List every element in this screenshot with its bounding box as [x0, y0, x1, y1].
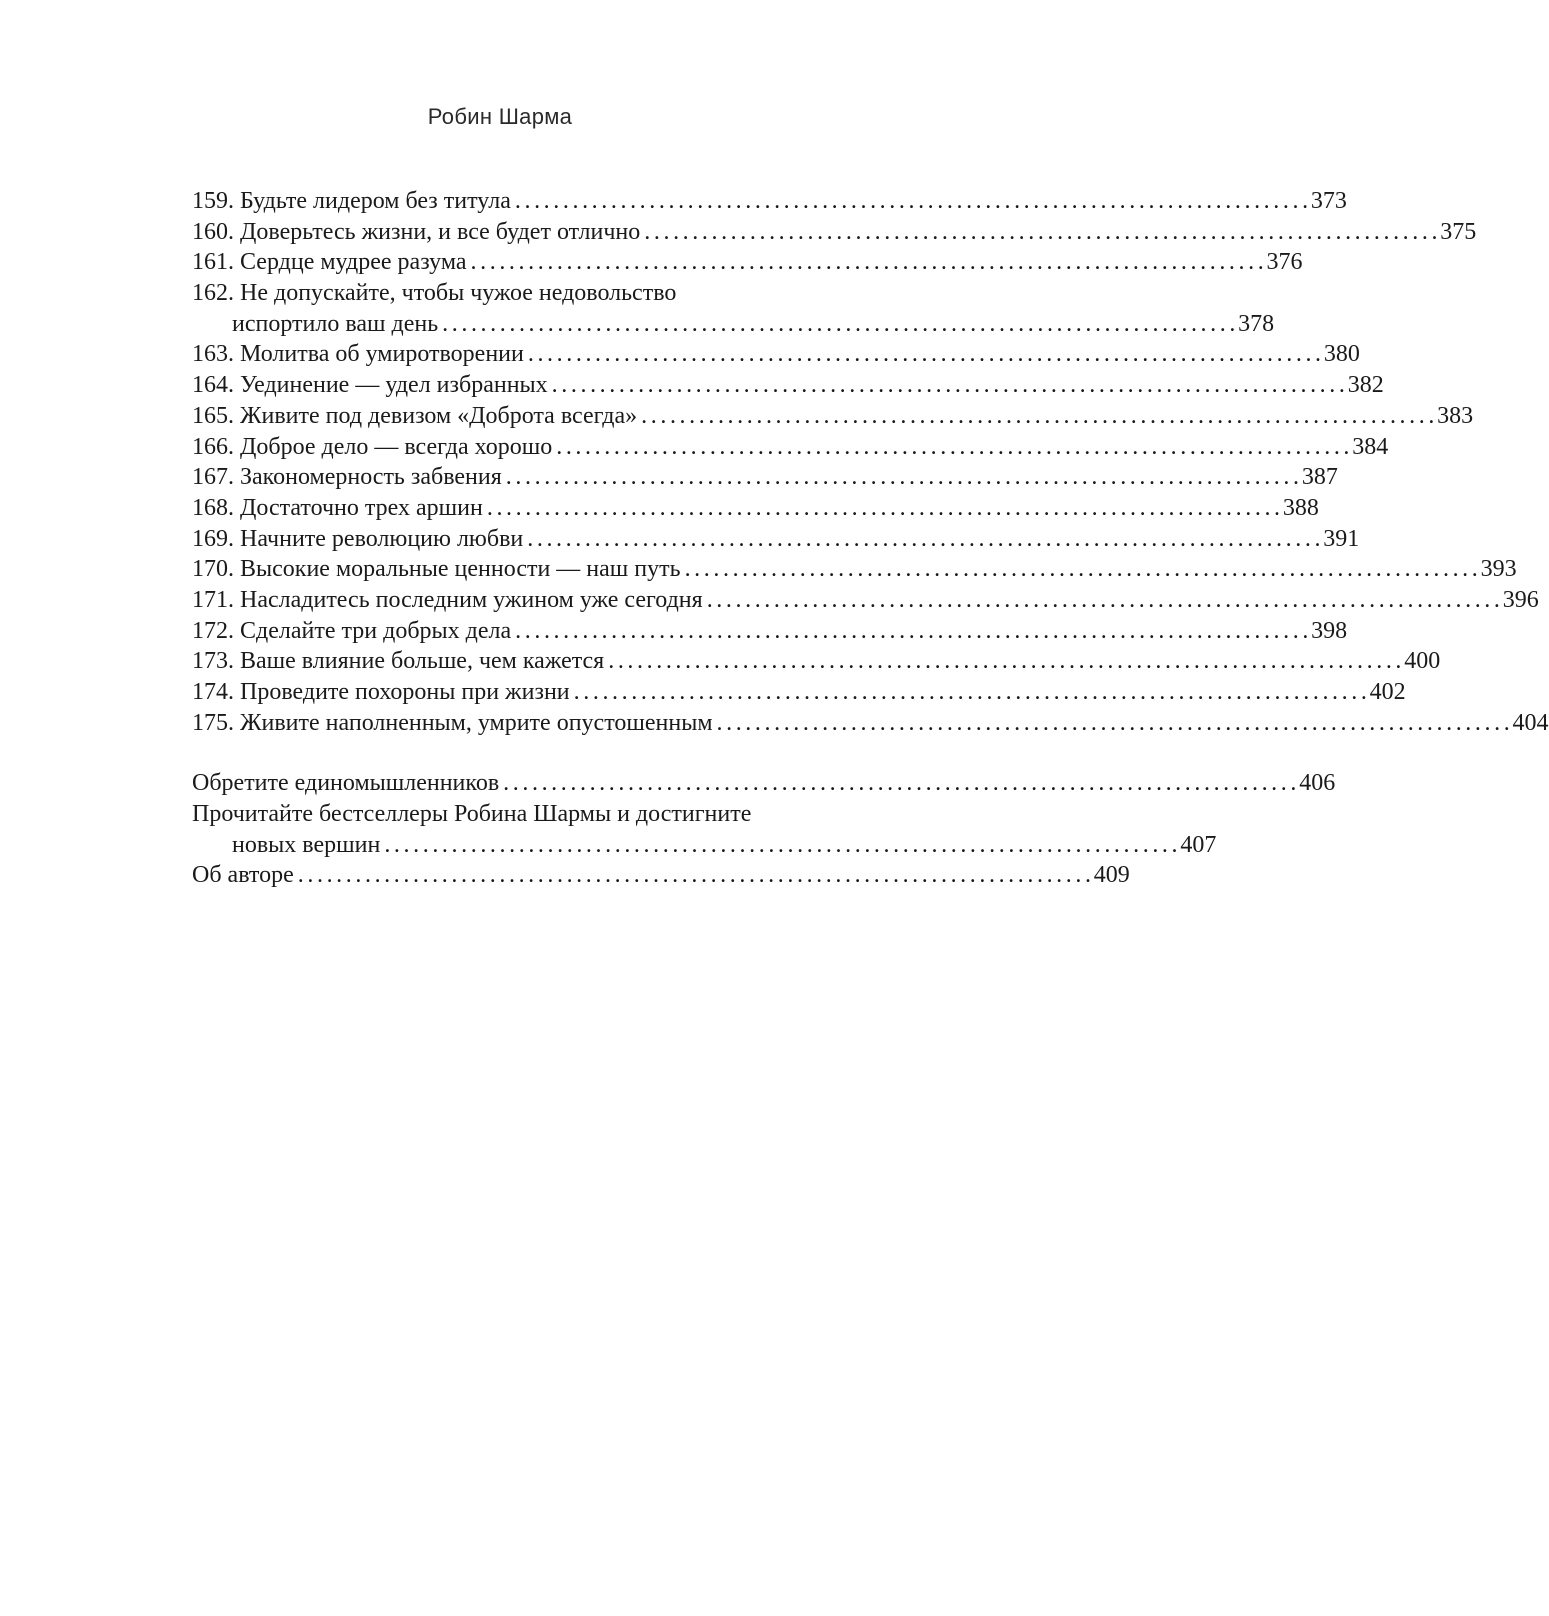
toc-entry-number: 163.	[192, 341, 234, 368]
toc-page-number: 404	[1512, 709, 1549, 736]
running-head: Робин Шарма	[427, 104, 573, 129]
toc-entry-label	[192, 677, 570, 708]
dot-leader	[524, 339, 1324, 370]
dot-leader	[294, 860, 1094, 891]
dot-leader	[703, 585, 1503, 616]
toc-page-number: 373	[1310, 188, 1347, 214]
toc-entry-label	[192, 339, 524, 370]
toc-entry-number: 165.	[192, 402, 234, 429]
toc-page-number: 402	[1369, 679, 1406, 705]
toc-entry-label	[192, 585, 703, 616]
toc-entry[interactable]	[192, 462, 1338, 493]
toc-entry-title: Будьте лидером без титула	[240, 188, 511, 214]
toc-entry-number: 175.	[192, 709, 234, 736]
toc-entry[interactable]	[192, 247, 1303, 278]
toc-entry[interactable]	[192, 646, 1441, 677]
dot-leader	[511, 616, 1311, 647]
dot-leader	[483, 493, 1283, 524]
toc-entry[interactable]	[192, 830, 1217, 861]
toc-page-number: 375	[1440, 218, 1477, 245]
toc-entry-label	[192, 708, 713, 739]
toc-entry-title: Доброе дело — всегда хорошо	[240, 433, 553, 460]
toc-page-number: 398	[1311, 617, 1348, 644]
toc-entry-first-line[interactable]	[192, 799, 875, 830]
toc-entry-title: Об авторе	[192, 862, 294, 889]
toc-entry[interactable]	[192, 677, 1406, 708]
dot-leader	[467, 247, 1267, 278]
toc-entry[interactable]	[192, 432, 1389, 463]
toc-entry-number: 160.	[192, 218, 234, 245]
toc-entry-number: 159.	[192, 188, 234, 214]
toc-entry[interactable]	[192, 616, 1348, 647]
toc-entry-label	[192, 616, 511, 647]
toc-entry-title: Обретите единомышленников	[192, 770, 500, 797]
toc-entry-label	[192, 401, 637, 432]
toc-entry[interactable]	[192, 554, 1517, 585]
toc-entry[interactable]	[192, 768, 1336, 799]
toc-entry-number: 169.	[192, 525, 234, 552]
toc-entry-title: Живите наполненным, умрите опустошенным	[240, 709, 713, 736]
toc-entry-label	[192, 217, 640, 248]
back-matter-list	[192, 768, 1336, 891]
dot-leader	[548, 370, 1348, 401]
dot-leader	[604, 646, 1404, 677]
toc-entry-title: Закономерность забвения	[240, 464, 502, 491]
toc-entry[interactable]	[192, 708, 1549, 739]
toc-page-number: 407	[1180, 831, 1217, 858]
toc-entry[interactable]	[192, 524, 1360, 555]
dot-leader	[511, 186, 1311, 217]
toc-entry-label	[192, 646, 604, 677]
toc-entry-title: Молитва об умиротворении	[240, 341, 524, 368]
dot-leader	[637, 401, 1437, 432]
dot-leader	[380, 830, 1180, 861]
toc-entry-title-continuation: новых вершин	[232, 831, 381, 858]
toc-entry-label	[192, 768, 499, 799]
dot-leader	[438, 309, 1238, 340]
toc-entry[interactable]	[192, 186, 1347, 217]
toc-page-number: 376	[1266, 249, 1303, 276]
toc-page-number: 380	[1323, 341, 1360, 368]
dot-leader	[523, 524, 1323, 555]
chapter-list	[192, 186, 1549, 738]
toc-entry-label	[192, 860, 294, 891]
toc-page-number: 400	[1404, 648, 1441, 675]
toc-page-number: 378	[1238, 310, 1275, 337]
toc-page-number: 406	[1299, 770, 1336, 797]
toc-entry-number: 174.	[192, 679, 234, 705]
toc-entry-title: Уединение — удел избранных	[240, 372, 548, 399]
toc-entry-title: Не допускайте, чтобы чужое недовольство	[240, 280, 677, 307]
toc-entry-title: Сделайте три добрых дела	[240, 617, 512, 644]
toc-entry-title: Проведите похороны при жизни	[240, 679, 570, 705]
toc-page-number: 396	[1502, 586, 1539, 613]
toc-entry-title: Начните революцию любви	[240, 525, 524, 552]
toc-page-number: 383	[1437, 402, 1474, 429]
toc-entry-label	[192, 554, 681, 585]
dot-leader	[552, 432, 1352, 463]
dot-leader	[681, 554, 1481, 585]
toc-entry[interactable]	[192, 339, 1360, 370]
toc-entry-number: 172.	[192, 617, 234, 644]
toc-entry-number: 166.	[192, 433, 234, 460]
toc-entry-title: Достаточно трех аршин	[240, 494, 483, 521]
toc-entry-label	[192, 493, 483, 524]
toc-entry-title: Доверьтесь жизни, и все будет отлично	[240, 218, 641, 245]
toc-entry-label	[192, 432, 552, 463]
toc-page-number: 384	[1352, 433, 1389, 460]
dot-leader	[499, 768, 1299, 799]
toc-page-number: 409	[1093, 862, 1130, 889]
dot-leader	[640, 217, 1440, 248]
toc-entry-label	[192, 462, 502, 493]
toc-entry-label	[192, 247, 467, 278]
toc-entry-number: 161.	[192, 249, 234, 276]
toc-entry-number: 171.	[192, 586, 234, 613]
toc-entry[interactable]	[192, 370, 1384, 401]
toc-page-number: 391	[1323, 525, 1360, 552]
toc-entry-first-line[interactable]	[192, 278, 875, 309]
toc-entry[interactable]	[192, 493, 1319, 524]
toc-entry-title-continuation: испортило ваш день	[232, 310, 439, 337]
toc-entry-number: 168.	[192, 494, 234, 521]
toc-entry-title: Высокие моральные ценности — наш путь	[240, 556, 681, 583]
toc-entry-title: Прочитайте бестселлеры Робина Шармы и достигните	[192, 801, 752, 828]
toc-entry-number: 170.	[192, 556, 234, 583]
toc-entry-label	[192, 186, 511, 217]
toc-entry-number: 162.	[192, 280, 234, 307]
toc-entry-label	[192, 370, 548, 401]
toc-entry[interactable]	[192, 309, 1275, 340]
toc-entry-title: Сердце мудрее разума	[240, 249, 467, 276]
toc-entry-number: 173.	[192, 648, 234, 675]
toc-entry[interactable]	[192, 217, 1477, 248]
toc-entry-title: Живите под девизом «Доброта всегда»	[240, 402, 638, 429]
toc-page-number: 387	[1301, 464, 1338, 491]
toc-entry-number: 164.	[192, 372, 234, 399]
toc-entry-label	[192, 524, 523, 555]
table-of-contents	[192, 186, 1549, 891]
dot-leader	[570, 677, 1370, 708]
toc-page-number: 388	[1282, 494, 1319, 521]
dot-leader	[502, 462, 1302, 493]
toc-entry-number: 167.	[192, 464, 234, 491]
dot-leader	[713, 708, 1513, 739]
toc-page-number: 393	[1480, 556, 1517, 583]
toc-entry[interactable]	[192, 860, 1130, 891]
toc-page-number: 382	[1347, 372, 1384, 399]
toc-entry-title: Ваше влияние больше, чем кажется	[240, 648, 605, 675]
toc-entry[interactable]	[192, 585, 1539, 616]
toc-entry-title: Насладитесь последним ужином уже сегодня	[240, 586, 703, 613]
toc-entry[interactable]	[192, 401, 1474, 432]
